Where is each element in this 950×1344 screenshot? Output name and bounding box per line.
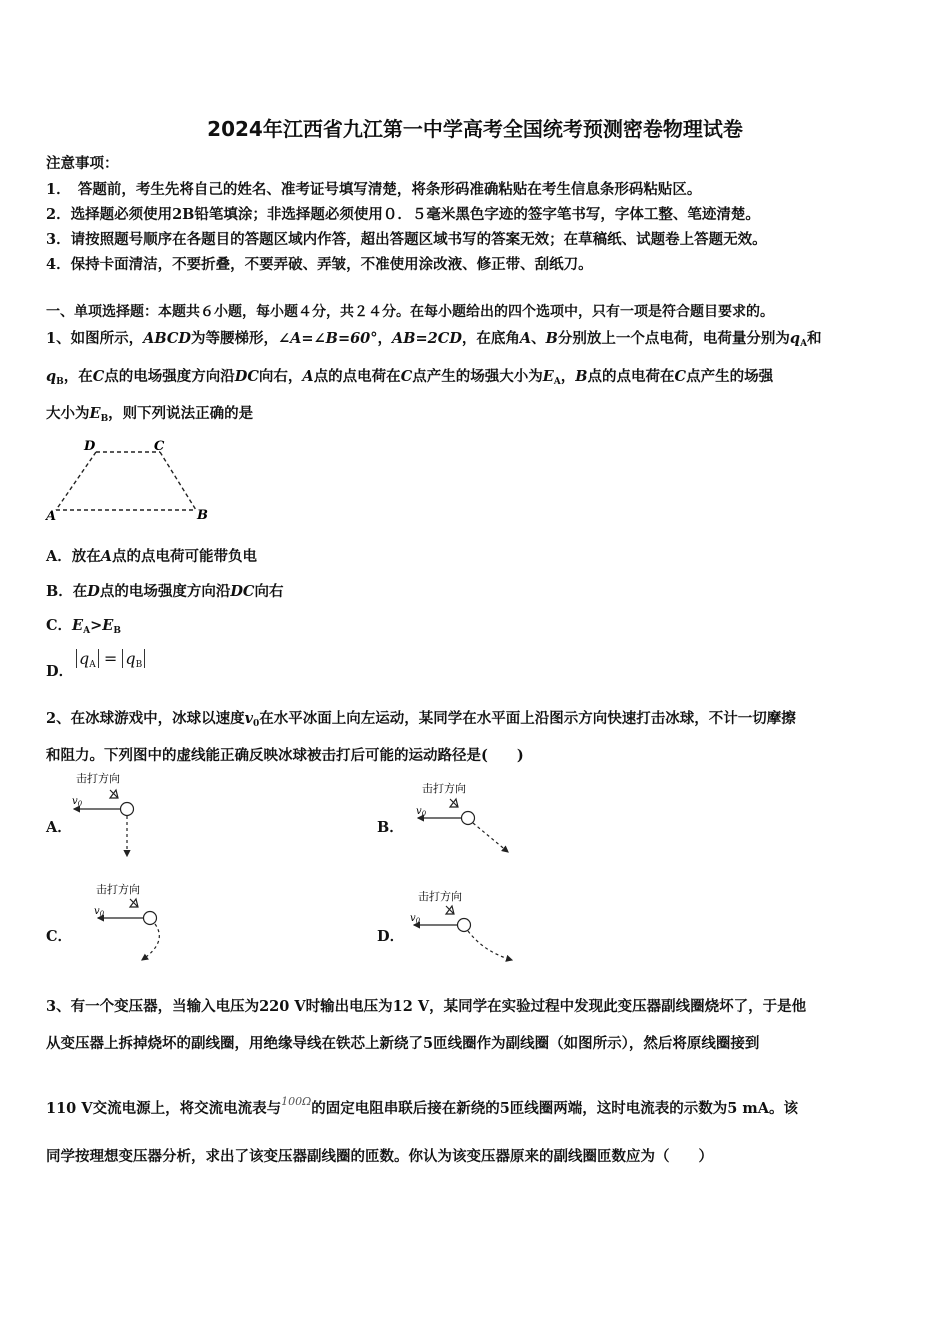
hit-arrow-icon bbox=[450, 799, 458, 807]
notice-item: 1． 答题前，考生先将自己的姓名、准考证号填写清楚，将条形码准确粘贴在考生信息条形码粘贴区。 bbox=[46, 181, 702, 198]
page-title: 2024年江西省九江第一中学高考全国统考预测密卷物理试卷 bbox=[207, 117, 743, 141]
q3-line4: 同学按理想变压器分析，求出了该变压器副线圈的匝数。你认为该变压器原来的副线圈匝数应为（ ） bbox=[46, 1148, 713, 1165]
hit-direction-label: 击打方向 bbox=[76, 772, 120, 785]
q1-line3: 大小为$E_B$，则下列说法正确的是 bbox=[46, 405, 254, 424]
q2-line1: 2、在冰球游戏中，冰球以速度$v_0$在水平冰面上向左运动，某同学在水平面上沿图示方向快速打击冰球，不计一切摩擦 bbox=[46, 710, 796, 729]
q1-option-c[interactable]: C．$E_A>E_B$ bbox=[46, 617, 121, 636]
q3-line2: 从变压器上拆掉烧坏的副线圈，用绝缘导线在铁芯上新绕了5匝线圈作为副线圈（如图所示），然后将原线圈接到 bbox=[46, 1035, 760, 1052]
q2-figure-c bbox=[88, 880, 178, 970]
q2-option-b[interactable]: B． bbox=[377, 819, 404, 836]
notice-item: 3．请按照题号顺序在各题目的答题区域内作答，超出答题区域书写的答案无效；在草稿纸、试题卷上答题无效。 bbox=[46, 231, 767, 248]
q2-line2: 和阻力。下列图中的虚线能正确反映冰球被击打后可能的运动路径是( ) bbox=[46, 747, 524, 764]
hit-arrow-icon bbox=[110, 790, 118, 798]
q1-option-d-formula: $q_A = q_B$ bbox=[76, 649, 145, 670]
q3-line3: 110 V交流电源上，将交流电流表与$^{100\Omega}$的固定电阻串联后接在新绕的5匝线圈两端，这时电流表的示数为5 mA。该 bbox=[46, 1095, 799, 1117]
q2-figure-d bbox=[404, 886, 524, 966]
resistance-value: 100Ω bbox=[281, 1095, 312, 1108]
label-A: A bbox=[46, 509, 57, 524]
label-D: D bbox=[84, 439, 96, 454]
svg-text:v0: $v_0$ bbox=[416, 806, 427, 818]
q2-figure-a bbox=[66, 770, 156, 864]
q3-line1: 3、有一个变压器，当输入电压为220 V时输出电压为12 V，某同学在实验过程中发现此变压器副线圈烧坏了，于是他 bbox=[46, 998, 807, 1015]
q2-figure-b bbox=[410, 778, 520, 858]
svg-text:击打方向: 击打方向 bbox=[96, 883, 140, 896]
q1-option-d[interactable]: D． bbox=[46, 663, 74, 680]
q1-line1: 1、如图所示，ABCD为等腰梯形，∠A=∠B=60°，AB=2CD，在底角A、B分别放上一个点电荷，电荷量分别为$q_A$和 bbox=[46, 330, 822, 349]
notice-heading: 注意事项： bbox=[46, 155, 119, 172]
notice-item: 2．选择题必须使用2B铅笔填涂；非选择题必须使用０．５毫米黑色字迹的签字笔书写，字体工整、笔迹清楚。 bbox=[46, 206, 760, 223]
q2-option-d[interactable]: D． bbox=[377, 928, 405, 945]
trapezoid-figure bbox=[44, 434, 216, 526]
notice-item: 4．保持卡面清洁，不要折叠，不要弄破、弄皱，不准使用涂改液、修正带、刮纸刀。 bbox=[46, 256, 593, 273]
q1-option-a[interactable]: A．放在A点的点电荷可能带负电 bbox=[46, 548, 258, 565]
q1-line2: $q_B$，在C点的电场强度方向沿DC向右，A点的点电荷在C点产生的场强大小为$E_A$，B点的点电荷在C点产生的场强 bbox=[46, 368, 774, 387]
q2-option-a[interactable]: A． bbox=[46, 819, 72, 836]
q1-option-b[interactable]: B．在D点的电场强度方向沿DC向右 bbox=[46, 583, 284, 600]
hit-arrow-icon bbox=[130, 899, 138, 907]
hit-arrow-icon bbox=[446, 906, 454, 914]
v0-label: $v_0$ bbox=[72, 796, 83, 808]
svg-text:击打方向: 击打方向 bbox=[422, 782, 466, 795]
section-heading: 一、单项选择题：本题共６小题，每小题４分，共２４分。在每小题给出的四个选项中，只有一项是符合题目要求的。 bbox=[46, 304, 774, 320]
label-C: C bbox=[154, 439, 165, 454]
svg-text:v0: $v_0$ bbox=[410, 913, 421, 925]
q2-option-c[interactable]: C． bbox=[46, 928, 73, 945]
label-B: B bbox=[197, 508, 208, 523]
svg-text:击打方向: 击打方向 bbox=[418, 890, 462, 903]
svg-text:v0: $v_0$ bbox=[94, 906, 105, 918]
